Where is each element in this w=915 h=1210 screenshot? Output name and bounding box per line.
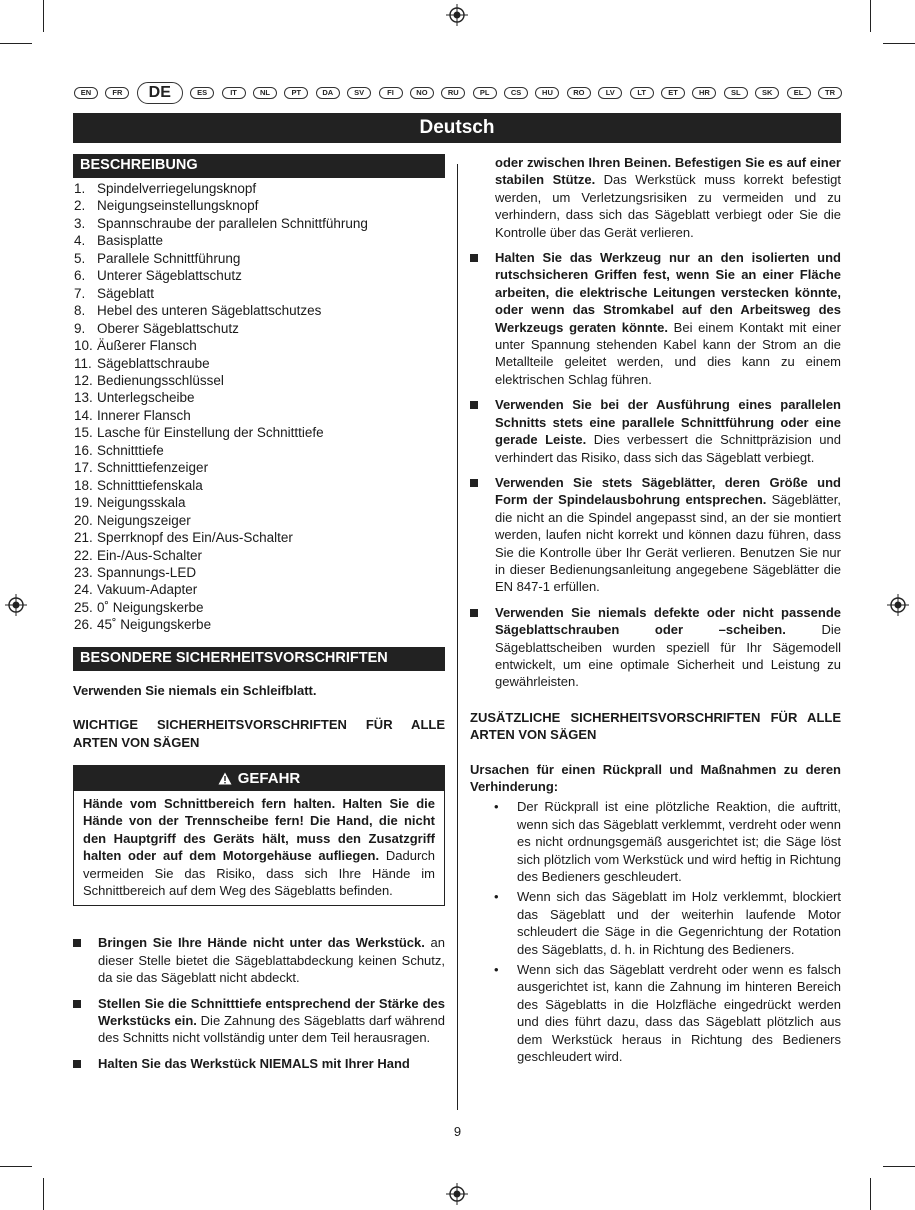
list-item: 5. Parallele Schnittführung xyxy=(74,250,241,266)
crop-mark xyxy=(883,43,915,44)
list-item: 17. Schnitttiefenzeiger xyxy=(74,460,209,476)
left-bullet-list xyxy=(73,934,445,1072)
page-number: 9 xyxy=(453,1124,462,1139)
language-sl: SL xyxy=(724,87,748,99)
danger-label: GEFAHR xyxy=(237,769,301,787)
continued-paragraph: oder zwischen Ihren Beinen. Befestigen Sie es auf einer stabilen Stütze. Das Werkstück muss korrekt befestigt werden, um Verletzungsrisiken zu vermeiden und zu verhindern, dass sich das Sägeblatt verbiegt oder Sie die Kontrolle über das Gerät verlieren. xyxy=(495,155,841,240)
list-item: 1. Spindelverriegelungsknopf xyxy=(74,181,257,196)
crop-mark xyxy=(870,1178,871,1210)
registration-mark-icon xyxy=(5,594,27,616)
list-item: 18. Schnitttiefenskala xyxy=(74,477,203,493)
language-lv: LV xyxy=(598,87,622,99)
square-bullet-icon xyxy=(470,401,478,409)
list-item: 21. Sperrknopf des Ein/Aus-Schalter xyxy=(74,530,293,546)
crop-mark xyxy=(0,43,32,44)
section-heading-beschreibung: BESCHREIBUNG xyxy=(73,154,445,178)
language-ro: RO xyxy=(567,87,591,99)
list-item: 7. Sägeblatt xyxy=(74,285,155,301)
danger-text: Hände vom Schnittbereich fern halten. Halten Sie die Hände von der Trennscheibe fern! Die Hand, die nicht den Hauptgriff des Geräts hält, muss den Zusatzgriff halten oder auf dem Motorgehäuse aufliegen. Dadurch vermeiden Sie das Risiko, dass sich Ihre Hände im Schnittbereich auf dem Weg des Sägeblatts befinden. xyxy=(83,796,436,899)
crop-mark xyxy=(43,1178,44,1210)
language-tr: TR xyxy=(818,87,842,99)
square-bullet-icon xyxy=(470,479,478,487)
list-item: 6. Unterer Sägeblattschutz xyxy=(74,268,242,284)
danger-header xyxy=(74,766,444,791)
left-column xyxy=(73,154,445,1080)
language-fi: FI xyxy=(379,87,403,99)
important-heading: WICHTIGE SICHERHEITSVORSCHRIFTEN FÜR ALLE ARTEN VON SÄGEN xyxy=(73,717,445,750)
language-es: ES xyxy=(190,87,214,99)
crop-mark xyxy=(0,1166,32,1167)
dot-bullet-icon: • xyxy=(494,962,499,978)
crop-mark xyxy=(870,0,871,32)
language-el: EL xyxy=(787,87,811,99)
kickback-item: • Wenn sich das Sägeblatt verdreht oder wenn es falsch ausgerichtet ist, kann die Zahnung im hinteren Bereich des Sägeblatts in die Holzfläche eingedrückt werden und dies führt dazu, dass das Sägeblatt plötzlich aus dem Werkstück heraus in Richtung des Bedieners geschleudert wird. xyxy=(494,962,841,1065)
dot-bullet-icon: • xyxy=(494,889,499,905)
dot-bullet-icon: • xyxy=(494,799,499,815)
list-item: 14. Innerer Flansch xyxy=(74,407,191,423)
parts-list xyxy=(73,180,445,634)
no-grinding-note: Verwenden Sie niemals ein Schleifblatt. xyxy=(73,682,317,698)
list-item: 16. Schnitttiefe xyxy=(74,442,164,458)
crop-mark xyxy=(43,0,44,32)
language-lt: LT xyxy=(630,87,654,99)
list-item: 25. 0˚ Neigungskerbe xyxy=(74,599,204,615)
list-item: 22. Ein-/Aus-Schalter xyxy=(74,547,203,563)
right-bullet-list xyxy=(470,249,841,691)
kickback-item: • Der Rückprall ist eine plötzliche Reaktion, die auftritt, wenn sich das Sägeblatt verklemmt, verdreht oder wenn es nicht ordnungsgemäß ausgerichtet ist; die Säge löst sich plötzlich vom Werkstück und wird heftig in Richtung des Bedieners geschleudert. xyxy=(494,799,841,885)
list-item: 15. Lasche für Einstellung der Schnitttiefe xyxy=(74,425,324,441)
list-item: 9. Oberer Sägeblattschutz xyxy=(74,320,239,336)
list-item: 24. Vakuum-Adapter xyxy=(74,582,198,598)
warning-icon xyxy=(218,772,232,785)
language-en: EN xyxy=(74,87,98,99)
registration-mark-icon xyxy=(446,4,468,26)
kickback-item: • Wenn sich das Sägeblatt im Holz verklemmt, blockiert das Sägeblatt und der weiterhin laufende Motor schleudert die Säge in die Gegenrichtung der Rotation des Sägeblatts, d. h. in Richtung des Bedieners. xyxy=(494,889,841,957)
list-item: 8. Hebel des unteren Sägeblattschutzes xyxy=(74,303,322,319)
list-item: 11. Sägeblattschraube xyxy=(74,355,210,371)
square-bullet-icon xyxy=(73,1060,81,1068)
danger-box xyxy=(73,765,445,906)
language-bar xyxy=(74,82,842,104)
square-bullet-icon xyxy=(470,254,478,262)
square-bullet-icon xyxy=(470,609,478,617)
language-ru: RU xyxy=(441,87,465,99)
list-item: 13. Unterlegscheibe xyxy=(74,390,195,406)
language-pl: PL xyxy=(473,87,497,99)
crop-mark xyxy=(883,1166,915,1167)
list-item: 10. Äußerer Flansch xyxy=(74,338,197,354)
language-sk: SK xyxy=(755,87,779,99)
language-cs: CS xyxy=(504,87,528,99)
page-title: Deutsch xyxy=(73,113,841,143)
bullet-item: Halten Sie das Werkstück NIEMALS mit Ihrer Hand xyxy=(73,1055,445,1072)
registration-mark-icon xyxy=(446,1183,468,1205)
bullet-item: Verwenden Sie niemals defekte oder nicht passende Sägeblattschrauben oder –scheiben. Die Sägeblattscheiben wurden speziell für Ihr Sägemodell entwickelt, um eine optimale Sicherheit und Leistung zu gewährleisten. xyxy=(470,604,841,691)
additional-heading: ZUSÄTZLICHE SICHERHEITSVORSCHRIFTEN FÜR ALLE ARTEN VON SÄGEN xyxy=(470,709,841,743)
list-item: 2. Neigungseinstellungsknopf xyxy=(74,198,259,214)
language-hr: HR xyxy=(692,87,716,99)
bullet-item: Verwenden Sie bei der Ausführung eines parallelen Schnitts stets eine parallele Schnittführung oder eine gerade Leiste. Dies verbessert die Schnittpräzision und verhindert das Risiko, dass sich das Sägeblatt verbiegt. xyxy=(470,396,841,466)
language-fr: FR xyxy=(105,87,129,99)
language-nl: NL xyxy=(253,87,277,99)
bullet-item: Verwenden Sie stets Sägeblätter, deren Größe und Form der Spindelausbohrung entsprechen. Sägeblätter, die nicht an die Spindel angepasst sind, an der sie montiert werden, laufen nicht korrekt und können dazu führen, dass Sie die Kontrolle über Ihr Gerät verlieren. Benutzen Sie nur in dieser Bedienungsanleitung angegebene Sägeblätter die EN 847-1 erfüllen. xyxy=(470,474,841,596)
language-hu: HU xyxy=(535,87,559,99)
column-divider xyxy=(457,164,458,1110)
list-item: 3. Spannschraube der parallelen Schnittführung xyxy=(74,215,368,231)
list-item: 19. Neigungsskala xyxy=(74,495,186,511)
language-da: DA xyxy=(316,87,340,99)
list-item: 26. 45˚ Neigungskerbe xyxy=(74,617,212,633)
bullet-item: Stellen Sie die Schnitttiefe entsprechend der Stärke des Werkstücks ein. Die Zahnung des Sägeblatts darf während des Schnitts nicht vollständig unter dem Teil herausragen. xyxy=(73,995,445,1047)
language-et: ET xyxy=(661,87,685,99)
language-de: DE xyxy=(137,82,183,104)
list-item: 23. Spannungs-LED xyxy=(74,564,197,580)
language-no: NO xyxy=(410,87,434,99)
language-pt: PT xyxy=(284,87,308,99)
square-bullet-icon xyxy=(73,939,81,947)
list-item: 12. Bedienungsschlüssel xyxy=(74,372,224,388)
bullet-item: Bringen Sie Ihre Hände nicht unter das Werkstück. an dieser Stelle bietet die Sägeblattabdeckung keinen Schutz, da sie das Sägeblatt nicht abdeckt. xyxy=(73,934,445,986)
list-item: 4. Basisplatte xyxy=(74,233,164,249)
kickback-list xyxy=(470,798,841,1065)
language-sv: SV xyxy=(347,87,371,99)
language-it: IT xyxy=(222,87,246,99)
section-heading-safety: BESONDERE SICHERHEITSVORSCHRIFTEN xyxy=(73,647,445,671)
square-bullet-icon xyxy=(73,1000,81,1008)
bullet-item: Halten Sie das Werkzeug nur an den isolierten und rutschsicheren Griffen fest, wenn Sie an einer Fläche arbeiten, die elektrische Leitungen verstecken könnte, oder wenn das Stromkabel auf den Arbeitsweg des Werkzeugs geraten könnte. Bei einem Kontakt mit einer unter Spannung stehenden Kabel kann der Strom an die Metallteile geleitet werden, und dies kann zu einem elektrischen Schlag führen. xyxy=(470,249,841,388)
right-column xyxy=(470,154,841,1069)
list-item: 20. Neigungszeiger xyxy=(74,512,191,528)
kickback-subheading: Ursachen für einen Rückprall und Maßnahmen zu deren Verhinderung: xyxy=(470,761,841,794)
registration-mark-icon xyxy=(887,594,909,616)
